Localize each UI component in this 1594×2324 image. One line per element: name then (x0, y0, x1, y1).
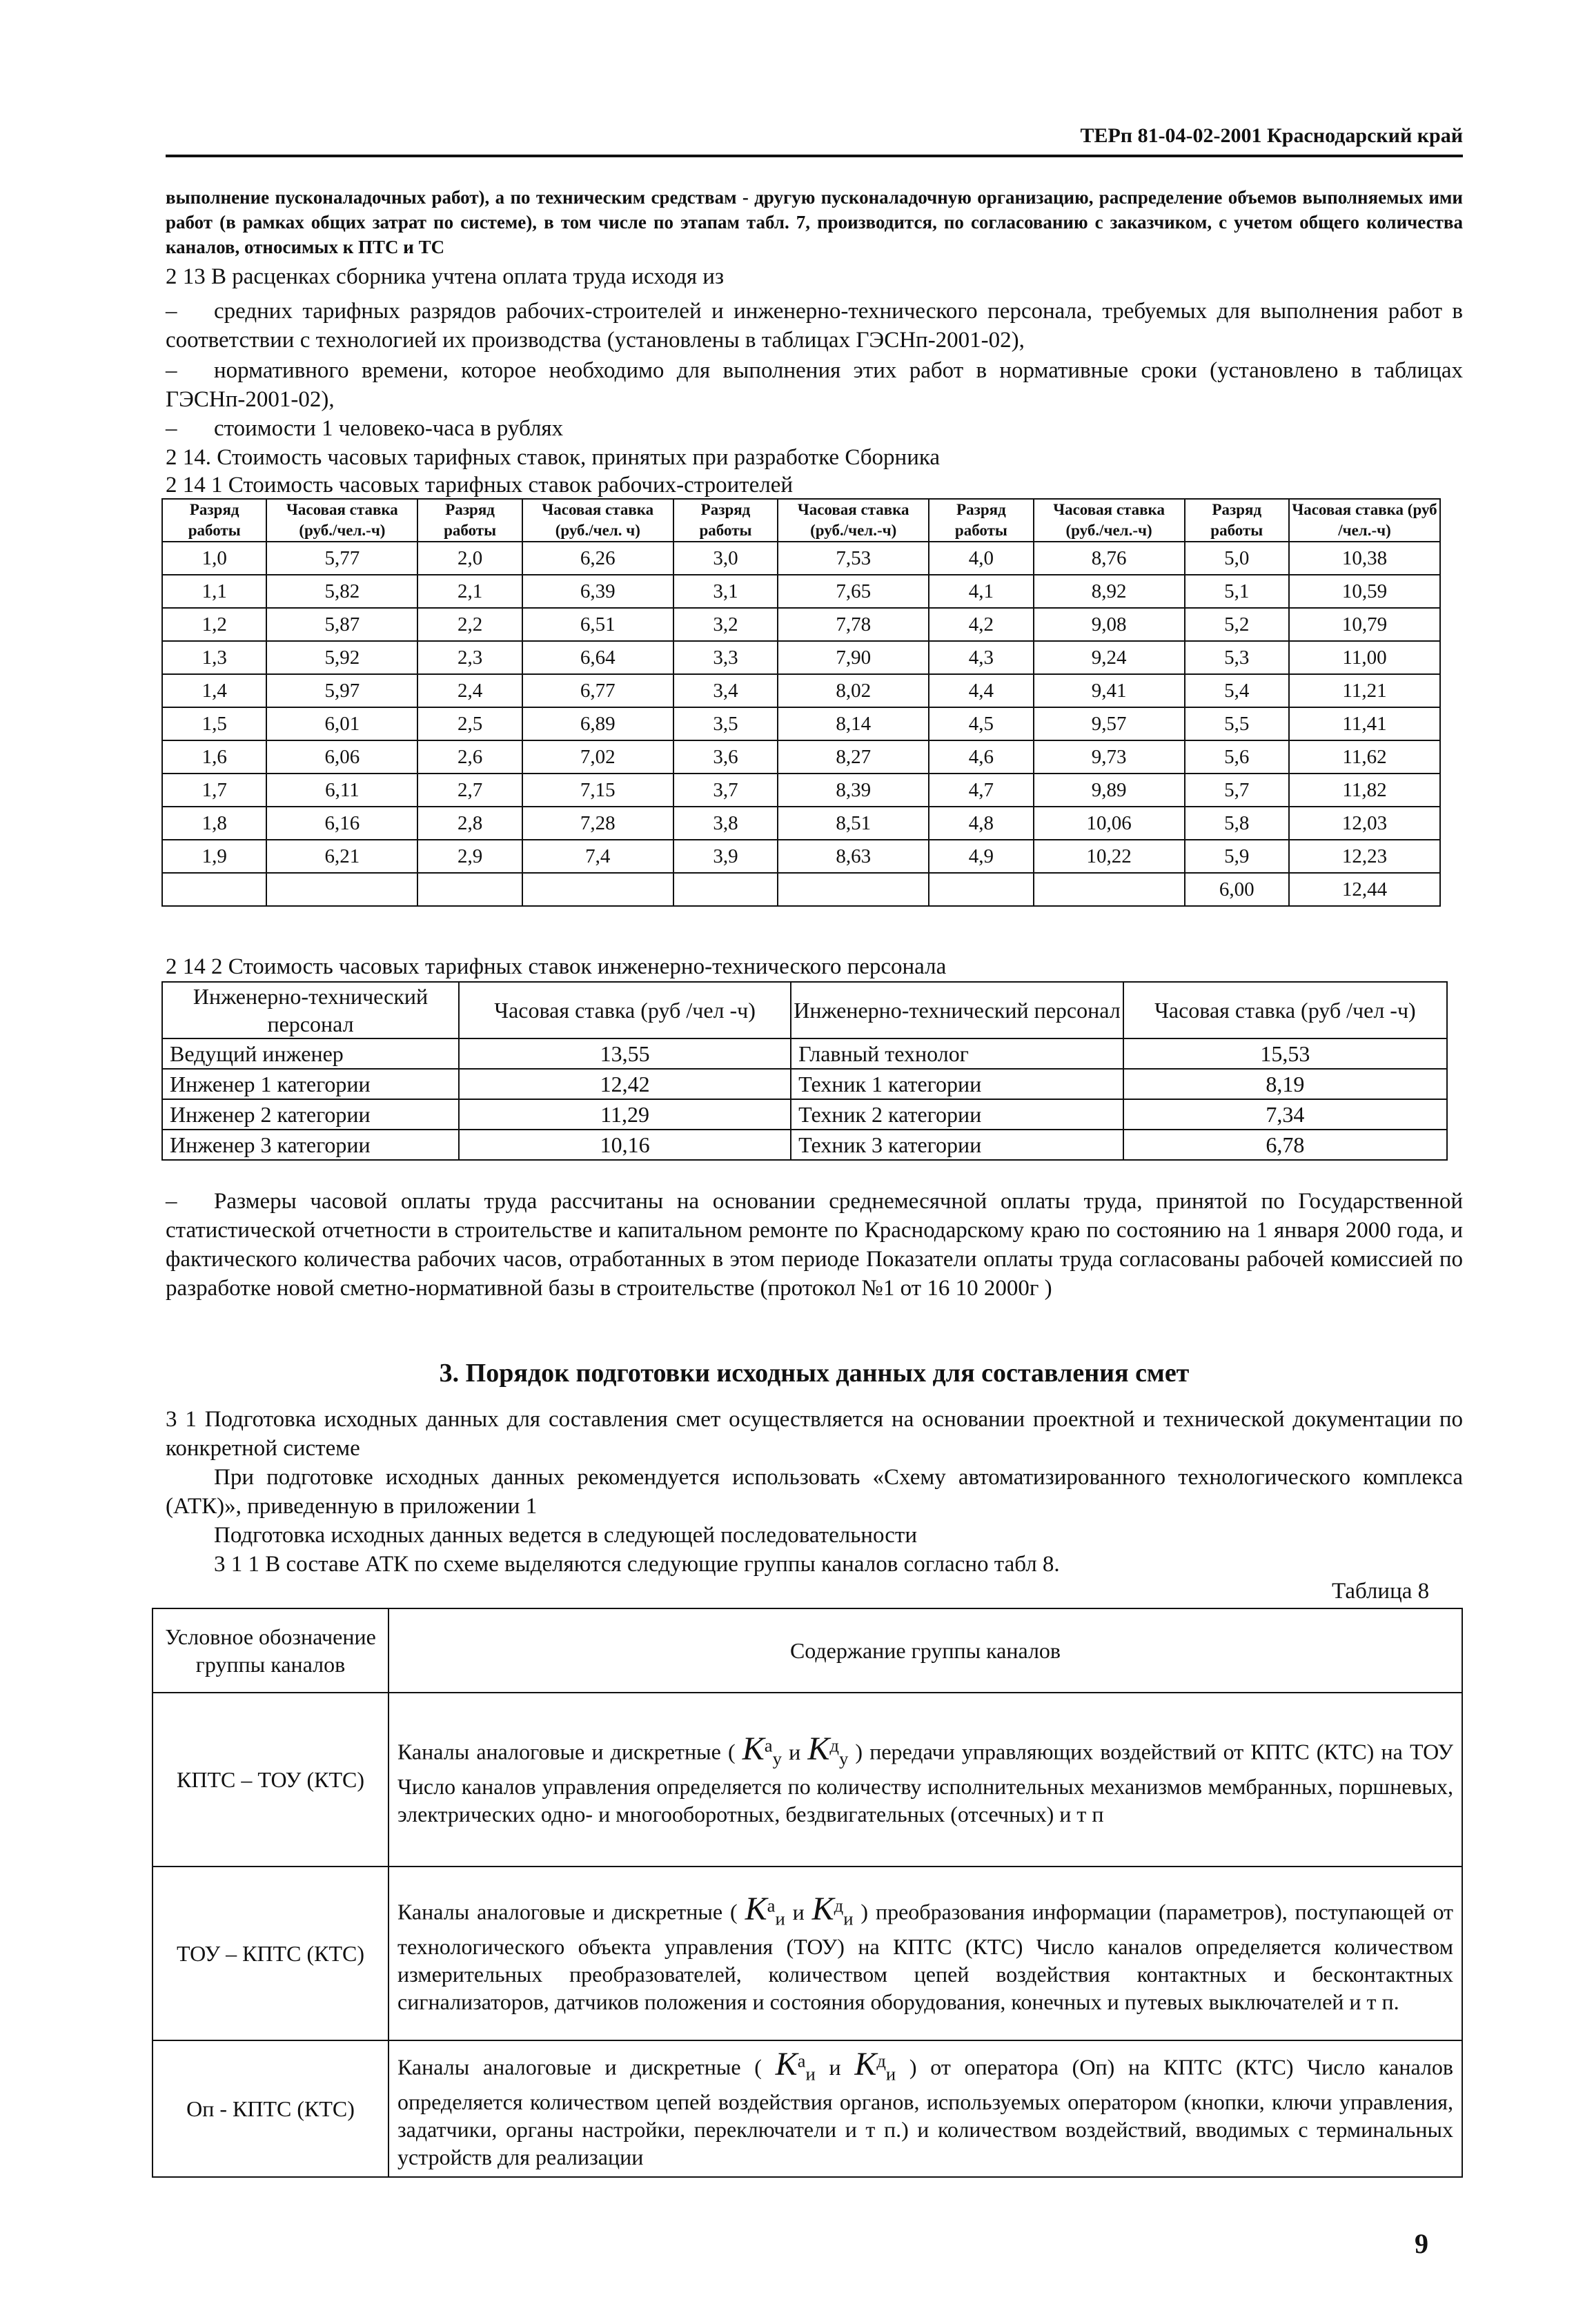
table-cell: 5,7 (1185, 774, 1289, 807)
table-cell: 8,14 (778, 707, 929, 740)
table-cell: 5,87 (266, 608, 417, 641)
table-header-cell: Часовая ставка (руб./чел.-ч) (1034, 499, 1185, 542)
table-cell: 5,1 (1185, 575, 1289, 608)
paragraph-2-14: 2 14. Стоимость часовых тарифных ставок, принятых при разработке Сборника (166, 445, 941, 470)
table-cell: 10,06 (1034, 807, 1185, 840)
table-header-cell: Содержание группы каналов (388, 1608, 1462, 1693)
table-cell: 6,06 (266, 740, 417, 774)
table-cell (929, 873, 1033, 906)
table-row (162, 1038, 1447, 1069)
table-header-cell: Часовая ставка (руб./чел. ч) (522, 499, 673, 542)
table-cell: 1,2 (162, 608, 266, 641)
engineer-rates-table (161, 981, 1448, 1161)
table-row (162, 873, 1440, 906)
table-header-row (162, 982, 1447, 1038)
table-cell: 4,4 (929, 674, 1033, 707)
table-cell: 4,8 (929, 807, 1033, 840)
table-cell: 2,0 (417, 542, 522, 575)
table-cell: 9,73 (1034, 740, 1185, 774)
channel-group-content (388, 1867, 1462, 2040)
table-cell: 9,41 (1034, 674, 1185, 707)
channel-group-code: ТОУ – КПТС (КТС) (152, 1867, 388, 2040)
section-title: 3. Порядок подготовки исходных данных для составления смет (439, 1359, 1190, 1388)
table-header-cell: Разряд работы (162, 499, 266, 542)
k-formula-icon: $K^a_у$ и $K^д_у$ (742, 1731, 849, 1769)
table-cell: 2,7 (417, 774, 522, 807)
table-cell: Техник 1 категории (791, 1069, 1123, 1099)
table-cell: 6,39 (522, 575, 673, 608)
bullet-item: – нормативного времени, которое необходимо для выполнения этих работ в нормативные сроки (установлено в таблицах ГЭСНп-2001-02), (166, 358, 1463, 412)
table-cell: 8,27 (778, 740, 929, 774)
table-cell: 3,1 (673, 575, 778, 608)
table-cell: 11,29 (459, 1099, 791, 1130)
table-cell: 1,7 (162, 774, 266, 807)
table-cell: 11,00 (1289, 641, 1440, 674)
table-row (162, 608, 1440, 641)
table-row (162, 674, 1440, 707)
table-cell: 5,82 (266, 575, 417, 608)
table-cell: 1,4 (162, 674, 266, 707)
table-row (162, 774, 1440, 807)
table-header-cell: Разряд работы (1185, 499, 1289, 542)
table-cell: 2,3 (417, 641, 522, 674)
table-cell: 2,9 (417, 840, 522, 873)
table-header-cell: Разряд работы (673, 499, 778, 542)
table-cell: 5,77 (266, 542, 417, 575)
table-cell: 7,65 (778, 575, 929, 608)
table-caption: Таблица 8 (1332, 1579, 1430, 1604)
table-cell: 15,53 (1123, 1038, 1447, 1069)
table-cell: 1,0 (162, 542, 266, 575)
table-cell: 7,53 (778, 542, 929, 575)
table-cell (1034, 873, 1185, 906)
table-cell: 4,6 (929, 740, 1033, 774)
table-cell: Главный технолог (791, 1038, 1123, 1069)
table-cell: 4,5 (929, 707, 1033, 740)
table-header-cell: Часовая ставка (руб./чел.-ч) (266, 499, 417, 542)
table-cell: 4,0 (929, 542, 1033, 575)
table-cell: 9,24 (1034, 641, 1185, 674)
channel-group-code: КПТС – ТОУ (КТС) (152, 1693, 388, 1867)
table-cell: 2,1 (417, 575, 522, 608)
table-row (152, 1867, 1462, 2040)
table-row (162, 575, 1440, 608)
bullet-item: – стоимости 1 человеко-часа в рублях (166, 416, 564, 441)
table-cell: 6,00 (1185, 873, 1289, 906)
worker-rates-body (162, 542, 1440, 906)
table-cell: 6,64 (522, 641, 673, 674)
table-row (162, 542, 1440, 575)
table-cell: 8,39 (778, 774, 929, 807)
table-header-cell: Инженерно-технический персонал (791, 982, 1123, 1038)
table-cell: Инженер 2 категории (162, 1099, 459, 1130)
table-cell: 12,44 (1289, 873, 1440, 906)
table-cell: 1,8 (162, 807, 266, 840)
table-cell: 6,26 (522, 542, 673, 575)
table-cell: 2,4 (417, 674, 522, 707)
table-cell: 6,16 (266, 807, 417, 840)
table-cell: 8,92 (1034, 575, 1185, 608)
table-cell (266, 873, 417, 906)
table-cell (522, 873, 673, 906)
table-row (162, 707, 1440, 740)
table-cell: 5,8 (1185, 807, 1289, 840)
table-header-cell: Часовая ставка (руб./чел.-ч) (778, 499, 929, 542)
table-cell (673, 873, 778, 906)
table-cell: 4,2 (929, 608, 1033, 641)
table-cell: 1,9 (162, 840, 266, 873)
table-header-cell: Часовая ставка (руб /чел.-ч) (1289, 499, 1440, 542)
paragraph-2-13: 2 13 В расценках сборника учтена оплата труда исходя из (166, 264, 724, 289)
table-cell: 2,2 (417, 608, 522, 641)
table-cell: Техник 3 категории (791, 1130, 1123, 1160)
table-cell: 8,63 (778, 840, 929, 873)
table-cell: 6,89 (522, 707, 673, 740)
table-cell: 12,03 (1289, 807, 1440, 840)
table-cell: 3,9 (673, 840, 778, 873)
table-cell: 2,5 (417, 707, 522, 740)
table-cell: 8,76 (1034, 542, 1185, 575)
table-cell: 4,1 (929, 575, 1033, 608)
table-cell: 9,57 (1034, 707, 1185, 740)
table-cell: 3,8 (673, 807, 778, 840)
table-cell: Ведущий инженер (162, 1038, 459, 1069)
table-cell: 1,6 (162, 740, 266, 774)
table-cell: 5,0 (1185, 542, 1289, 575)
table-row (162, 1099, 1447, 1130)
table-cell: 3,3 (673, 641, 778, 674)
table-row (152, 2040, 1462, 2177)
content-text: Каналы аналоговые и дискретные ( (397, 2055, 762, 2080)
table-row (162, 740, 1440, 774)
channel-groups-table (152, 1608, 1463, 2178)
table-cell: 7,15 (522, 774, 673, 807)
table-cell: 7,4 (522, 840, 673, 873)
channel-groups-body (152, 1693, 1462, 2177)
table-row (162, 1069, 1447, 1099)
table-cell: 6,11 (266, 774, 417, 807)
content-text: ) от оператора (Оп) на КПТС (КТС) Число каналов определяется количеством цепей воздействия органов, используемых оператором (кнопки, ключи управления, задатчики, органы настройки, переключатели и т п.) и количеством воздействий, вводимых с терминальных устройств для реализации (397, 2055, 1454, 2169)
worker-rates-table (161, 498, 1441, 907)
table-cell: 5,6 (1185, 740, 1289, 774)
channel-group-content (388, 2040, 1462, 2177)
table-cell: 5,92 (266, 641, 417, 674)
table-cell: 11,41 (1289, 707, 1440, 740)
page-header: ТЕРп 81-04-02-2001 Краснодарский край (1080, 124, 1463, 147)
table-row (162, 1130, 1447, 1160)
table-cell: 6,77 (522, 674, 673, 707)
table-cell: 3,5 (673, 707, 778, 740)
channel-group-content (388, 1693, 1462, 1867)
table-cell: 10,16 (459, 1130, 791, 1160)
table-cell: 7,02 (522, 740, 673, 774)
content-text: ) преобразования информации (параметров), поступающей от технологического объекта управления (ТОУ) на КПТС (КТС) Число каналов определяется количеством измерительных преобразователей, количеством цепей воздействия контактных и бесконтактных сигнализаторов, датчиков положения и состояния оборудования, конечных и путевых выключателей и т п. (397, 1900, 1454, 2014)
table-cell: 5,2 (1185, 608, 1289, 641)
table-cell: 1,3 (162, 641, 266, 674)
table-row (162, 840, 1440, 873)
table-cell: 7,28 (522, 807, 673, 840)
table-cell: 5,5 (1185, 707, 1289, 740)
page-number: 9 (1415, 2228, 1428, 2259)
table-row (152, 1693, 1462, 1867)
table-header-cell: Инженерно-технический персонал (162, 982, 459, 1038)
engineer-rates-body (162, 1038, 1447, 1160)
table-header-row (162, 499, 1440, 542)
paragraph-3-1-1: 3 1 1 В составе АТК по схеме выделяются следующие группы каналов согласно табл 8. (214, 1552, 1060, 1577)
table-header-row (152, 1608, 1462, 1693)
table-cell: 10,59 (1289, 575, 1440, 608)
table-cell: 7,78 (778, 608, 929, 641)
bullet-item: – средних тарифных разрядов рабочих-строителей и инженерно-технического персонала, требуемых для выполнения работ в соответствии с технологией их производства (установлены в таблицах ГЭСНп-2001-02), (166, 299, 1463, 353)
table-cell (417, 873, 522, 906)
header-rule (166, 155, 1463, 157)
table-cell: 6,01 (266, 707, 417, 740)
table-cell: 6,78 (1123, 1130, 1447, 1160)
table-row (162, 807, 1440, 840)
table-cell: 5,3 (1185, 641, 1289, 674)
table-cell (162, 873, 266, 906)
table-header-cell: Разряд работы (417, 499, 522, 542)
table-cell: 4,9 (929, 840, 1033, 873)
table-header-cell: Часовая ставка (руб /чел -ч) (459, 982, 791, 1038)
paragraph-3-1-b: При подготовке исходных данных рекомендуется использовать «Схему автоматизированного технологического комплекса (АТК)», приведенную в приложении 1 (166, 1465, 1463, 1519)
table-cell: 3,7 (673, 774, 778, 807)
intro-paragraph: выполнение пусконаладочных работ), а по техническим средствам - другую пусконаладочную организацию, распределение объемов выполняемых ими работ (в рамках общих затрат по системе), в том числе по этапам табл. 7, производится, по согласованию с заказчиком, с учетом общего количества каналов, относимых к ПТС и ТС (166, 187, 1463, 257)
table-cell: 5,9 (1185, 840, 1289, 873)
table-cell: Инженер 3 категории (162, 1130, 459, 1160)
paragraph-3-1: 3 1 Подготовка исходных данных для составления смет осуществляется на основании проектной и технической документации по конкретной системе (166, 1407, 1463, 1461)
table-cell: 11,21 (1289, 674, 1440, 707)
table-cell: 10,38 (1289, 542, 1440, 575)
table-cell: 13,55 (459, 1038, 791, 1069)
table-cell: 11,62 (1289, 740, 1440, 774)
table-cell (778, 873, 929, 906)
table-cell: 5,4 (1185, 674, 1289, 707)
k-formula-icon: $K^a_и$ и $K^д_и$ (775, 2046, 896, 2085)
paragraph-2-14-2: 2 14 2 Стоимость часовых тарифных ставок инженерно-технического персонала (166, 954, 947, 979)
table-cell: 3,0 (673, 542, 778, 575)
table-cell: 1,5 (162, 707, 266, 740)
content-text: ) передачи управляющих воздействий от КПТС (КТС) на ТОУ Число каналов управления определяется по количеству исполнительных механизмов мембранных, поршневых, электрических одно- и многооборотных, бездвигательных (отсечных) и т п (397, 1740, 1454, 1826)
table-cell: 4,3 (929, 641, 1033, 674)
k-formula-icon: $K^a_и$ и $K^д_и$ (745, 1891, 854, 1929)
table-cell: 9,08 (1034, 608, 1185, 641)
table-cell: 6,21 (266, 840, 417, 873)
table-cell: 2,6 (417, 740, 522, 774)
table-cell: Инженер 1 категории (162, 1069, 459, 1099)
table-header-cell: Разряд работы (929, 499, 1033, 542)
table-cell: 8,19 (1123, 1069, 1447, 1099)
table-cell: 11,82 (1289, 774, 1440, 807)
table-cell: 4,7 (929, 774, 1033, 807)
content-text: Каналы аналоговые и дискретные ( (397, 1900, 738, 1925)
table-cell: 8,51 (778, 807, 929, 840)
table-cell: 5,97 (266, 674, 417, 707)
content-text: Каналы аналоговые и дискретные ( (397, 1740, 736, 1765)
table-cell: 7,34 (1123, 1099, 1447, 1130)
table-cell: Техник 2 категории (791, 1099, 1123, 1130)
table-cell: 3,6 (673, 740, 778, 774)
table-cell: 6,51 (522, 608, 673, 641)
table-cell: 2,8 (417, 807, 522, 840)
table-cell: 10,79 (1289, 608, 1440, 641)
table-header-cell: Часовая ставка (руб /чел -ч) (1123, 982, 1447, 1038)
bullet-item: – Размеры часовой оплаты труда рассчитаны на основании среднемесячной оплаты труда, принятой по Государственной статистической отчетности в строительстве и капитальном ремонте по Краснодарскому краю по состоянию на 1 января 2000 года, и фактического количества рабочих часов, отработанных в этом периоде Показатели оплаты труда согласованы рабочей комиссией по разработке новой сметно-нормативной базы в строительстве (протокол №1 от 16 10 2000г ) (166, 1189, 1463, 1301)
table-row (162, 641, 1440, 674)
table-cell: 9,89 (1034, 774, 1185, 807)
table-cell: 3,4 (673, 674, 778, 707)
table-cell: 10,22 (1034, 840, 1185, 873)
table-cell: 1,1 (162, 575, 266, 608)
table-header-cell: Условное обозначение группы каналов (152, 1608, 388, 1693)
table-cell: 3,2 (673, 608, 778, 641)
paragraph-3-1-c: Подготовка исходных данных ведется в следующей последовательности (214, 1523, 918, 1548)
table-cell: 12,23 (1289, 840, 1440, 873)
paragraph-2-14-1: 2 14 1 Стоимость часовых тарифных ставок рабочих-строителей (166, 473, 794, 498)
table-cell: 7,90 (778, 641, 929, 674)
channel-group-code: Оп - КПТС (КТС) (152, 2040, 388, 2177)
table-cell: 12,42 (459, 1069, 791, 1099)
table-cell: 8,02 (778, 674, 929, 707)
